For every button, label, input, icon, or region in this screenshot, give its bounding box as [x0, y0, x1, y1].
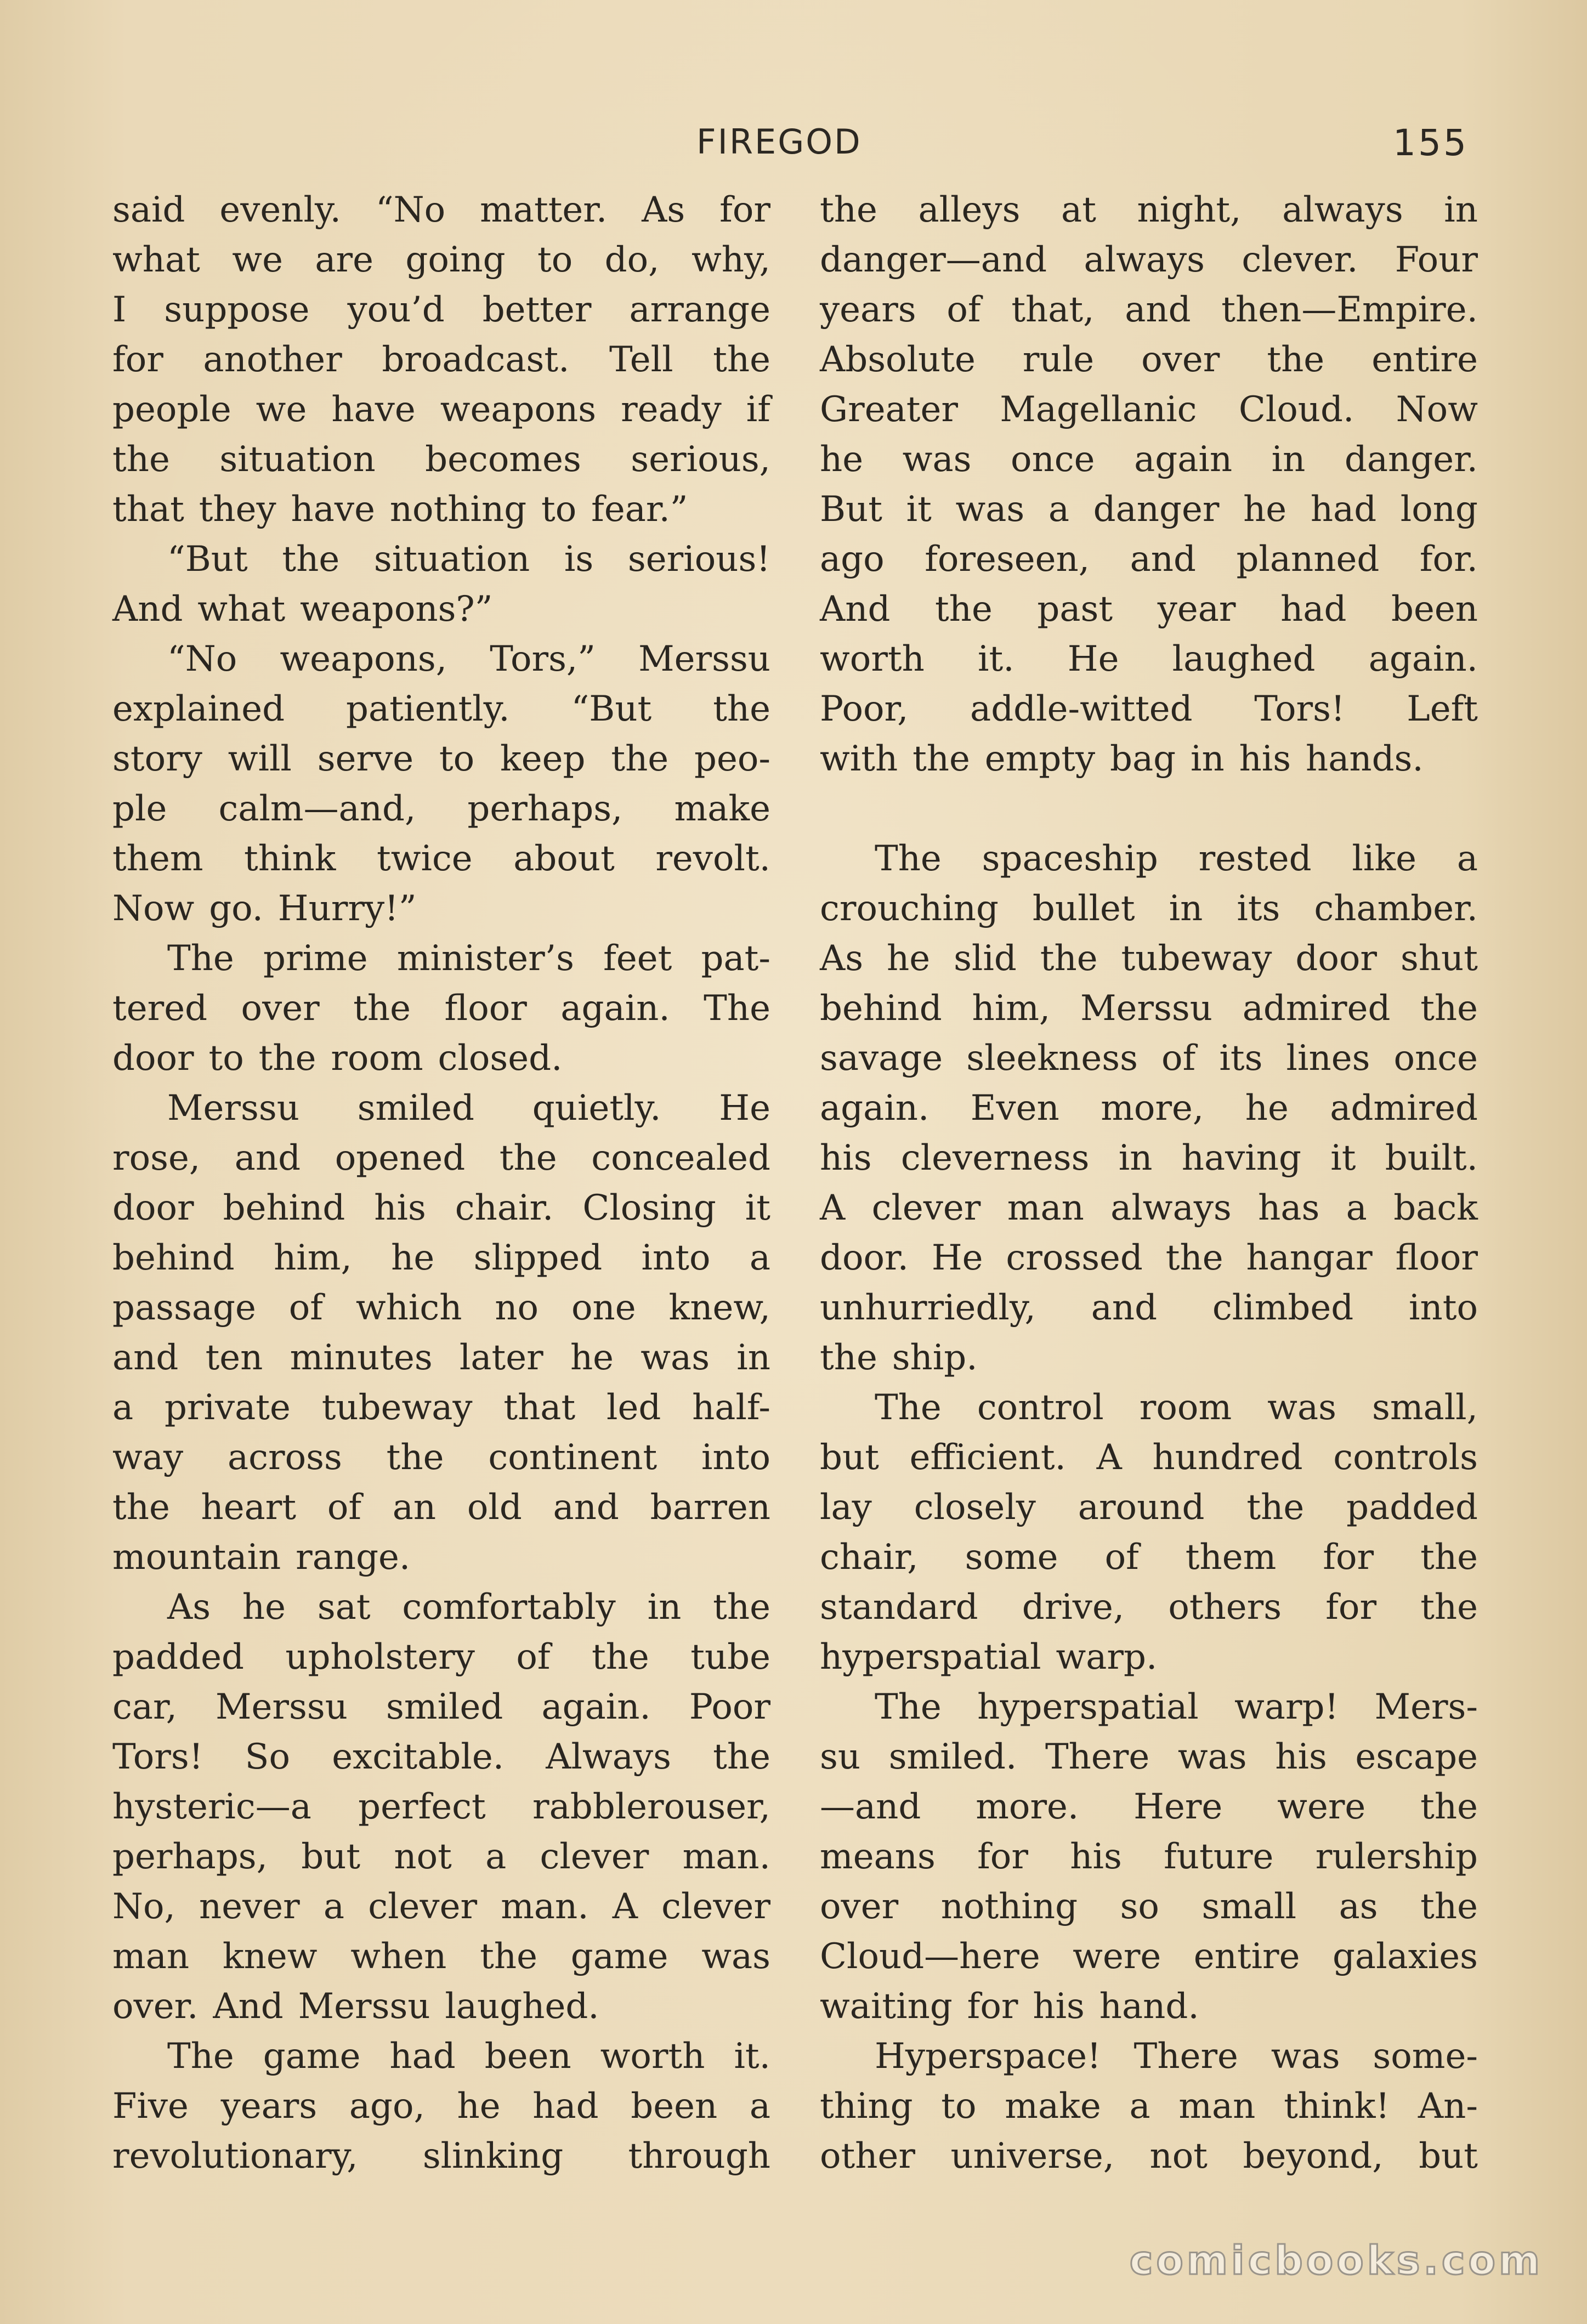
text-line: waiting for his hand.	[820, 1986, 1199, 2027]
text-line: the heart of an old and barren	[112, 1487, 770, 1528]
text-line: rose, and opened the concealed	[112, 1138, 770, 1178]
text-line: them think twice about revolt.	[112, 838, 770, 879]
text-line: But it was a danger he had long	[820, 489, 1478, 530]
text-line: padded upholstery of the tube	[112, 1637, 770, 1677]
text-line: other universe, not beyond, but	[820, 2136, 1478, 2176]
text-line: The prime minister’s feet pat-	[167, 938, 770, 979]
running-head: FIREGOD	[696, 122, 862, 162]
text-line: danger—and always clever. Four	[820, 240, 1478, 280]
text-line: Greater Magellanic Cloud. Now	[820, 389, 1478, 430]
text-line: years of that, and then—Empire.	[820, 290, 1478, 330]
text-line: the ship.	[820, 1337, 978, 1378]
watermark-logo: comicbooks.com	[1129, 2237, 1543, 2283]
text-line: lay closely around the padded	[820, 1487, 1478, 1528]
text-line: And the past year had been	[820, 589, 1478, 630]
text-line: means for his future rulership	[820, 1836, 1478, 1877]
text-line: man knew when the game was	[112, 1936, 770, 1977]
text-line: door to the room closed.	[112, 1038, 563, 1079]
text-line: chair, some of them for the	[820, 1537, 1478, 1578]
text-line: behind him, Merssu admired the	[820, 988, 1478, 1029]
text-line: And what weapons?”	[112, 589, 493, 630]
text-line: thing to make a man think! An-	[820, 2086, 1478, 2127]
text-line: with the empty bag in his hands.	[820, 739, 1424, 779]
text-line: people we have weapons ready if	[112, 389, 770, 430]
left-column	[112, 185, 770, 2181]
text-line: perhaps, but not a clever man.	[112, 1836, 770, 1877]
text-line: unhurriedly, and climbed into	[820, 1288, 1478, 1328]
text-line: the situation becomes serious,	[112, 439, 770, 480]
text-line: The control room was small,	[875, 1387, 1478, 1428]
text-line: Tors! So excitable. Always the	[112, 1737, 770, 1777]
text-line: ple calm—and, perhaps, make	[112, 789, 770, 829]
text-line: crouching bullet in its chamber.	[820, 888, 1478, 929]
text-line: hyperspatial warp.	[820, 1637, 1158, 1677]
text-line: Hyperspace! There was some-	[875, 2036, 1478, 2077]
text-line: Merssu smiled quietly. He	[167, 1088, 770, 1129]
text-line: mountain range.	[112, 1537, 411, 1578]
text-line: door behind his chair. Closing it	[112, 1188, 770, 1228]
text-line: passage of which no one knew,	[112, 1288, 770, 1328]
text-line: but efficient. A hundred controls	[820, 1437, 1478, 1478]
text-line: “But the situation is serious!	[167, 539, 770, 580]
text-line: the alleys at night, always in	[820, 190, 1478, 230]
text-line: tered over the floor again. The	[112, 988, 770, 1029]
text-line: Poor, addle-witted Tors! Left	[820, 689, 1478, 729]
text-line: “No weapons, Tors,” Merssu	[167, 639, 770, 679]
text-line: what we are going to do, why,	[112, 240, 770, 280]
text-line: door. He crossed the hangar floor	[820, 1238, 1478, 1278]
text-line: The hyperspatial warp! Mers-	[875, 1687, 1478, 1727]
text-line: that they have nothing to fear.”	[112, 489, 688, 530]
text-line: I suppose you’d better arrange	[112, 290, 770, 330]
text-line: revolutionary, slinking through	[112, 2136, 770, 2176]
text-line: over. And Merssu laughed.	[112, 1986, 599, 2027]
text-line: said evenly. “No matter. As for	[112, 190, 770, 230]
text-line: Cloud—here were entire galaxies	[820, 1936, 1478, 1977]
text-line: a private tubeway that led half-	[112, 1387, 770, 1428]
text-line: way across the continent into	[112, 1437, 770, 1478]
text-line: As he sat comfortably in the	[167, 1587, 770, 1628]
text-line: worth it. He laughed again.	[820, 639, 1478, 679]
text-line: su smiled. There was his escape	[820, 1737, 1478, 1777]
text-line: savage sleekness of its lines once	[820, 1038, 1478, 1079]
text-line: The spaceship rested like a	[875, 838, 1478, 879]
text-line: —and more. Here were the	[820, 1787, 1478, 1827]
text-line: again. Even more, he admired	[820, 1088, 1478, 1129]
text-line: Absolute rule over the entire	[820, 339, 1478, 380]
text-line: A clever man always has a back	[820, 1188, 1478, 1228]
text-line: for another broadcast. Tell the	[112, 339, 770, 380]
text-line: explained patiently. “But the	[112, 689, 770, 729]
text-line: over nothing so small as the	[820, 1886, 1478, 1927]
text-line: he was once again in danger.	[820, 439, 1478, 480]
text-line: behind him, he slipped into a	[112, 1238, 770, 1278]
section-break	[820, 784, 1478, 834]
right-column	[820, 185, 1478, 2181]
page-number: 155	[1393, 122, 1469, 164]
text-line: Five years ago, he had been a	[112, 2086, 770, 2127]
text-line: car, Merssu smiled again. Poor	[112, 1687, 770, 1727]
text-line: his cleverness in having it built.	[820, 1138, 1478, 1178]
text-line: Now go. Hurry!”	[112, 888, 417, 929]
text-line: The game had been worth it.	[167, 2036, 770, 2077]
text-line: and ten minutes later he was in	[112, 1337, 770, 1378]
text-line: story will serve to keep the peo-	[112, 739, 770, 779]
text-line: standard drive, others for the	[820, 1587, 1478, 1628]
text-line: hysteric—a perfect rabblerouser,	[112, 1787, 770, 1827]
text-line: ago foreseen, and planned for.	[820, 539, 1478, 580]
text-line: No, never a clever man. A clever	[112, 1886, 770, 1927]
text-line: As he slid the tubeway door shut	[820, 938, 1478, 979]
